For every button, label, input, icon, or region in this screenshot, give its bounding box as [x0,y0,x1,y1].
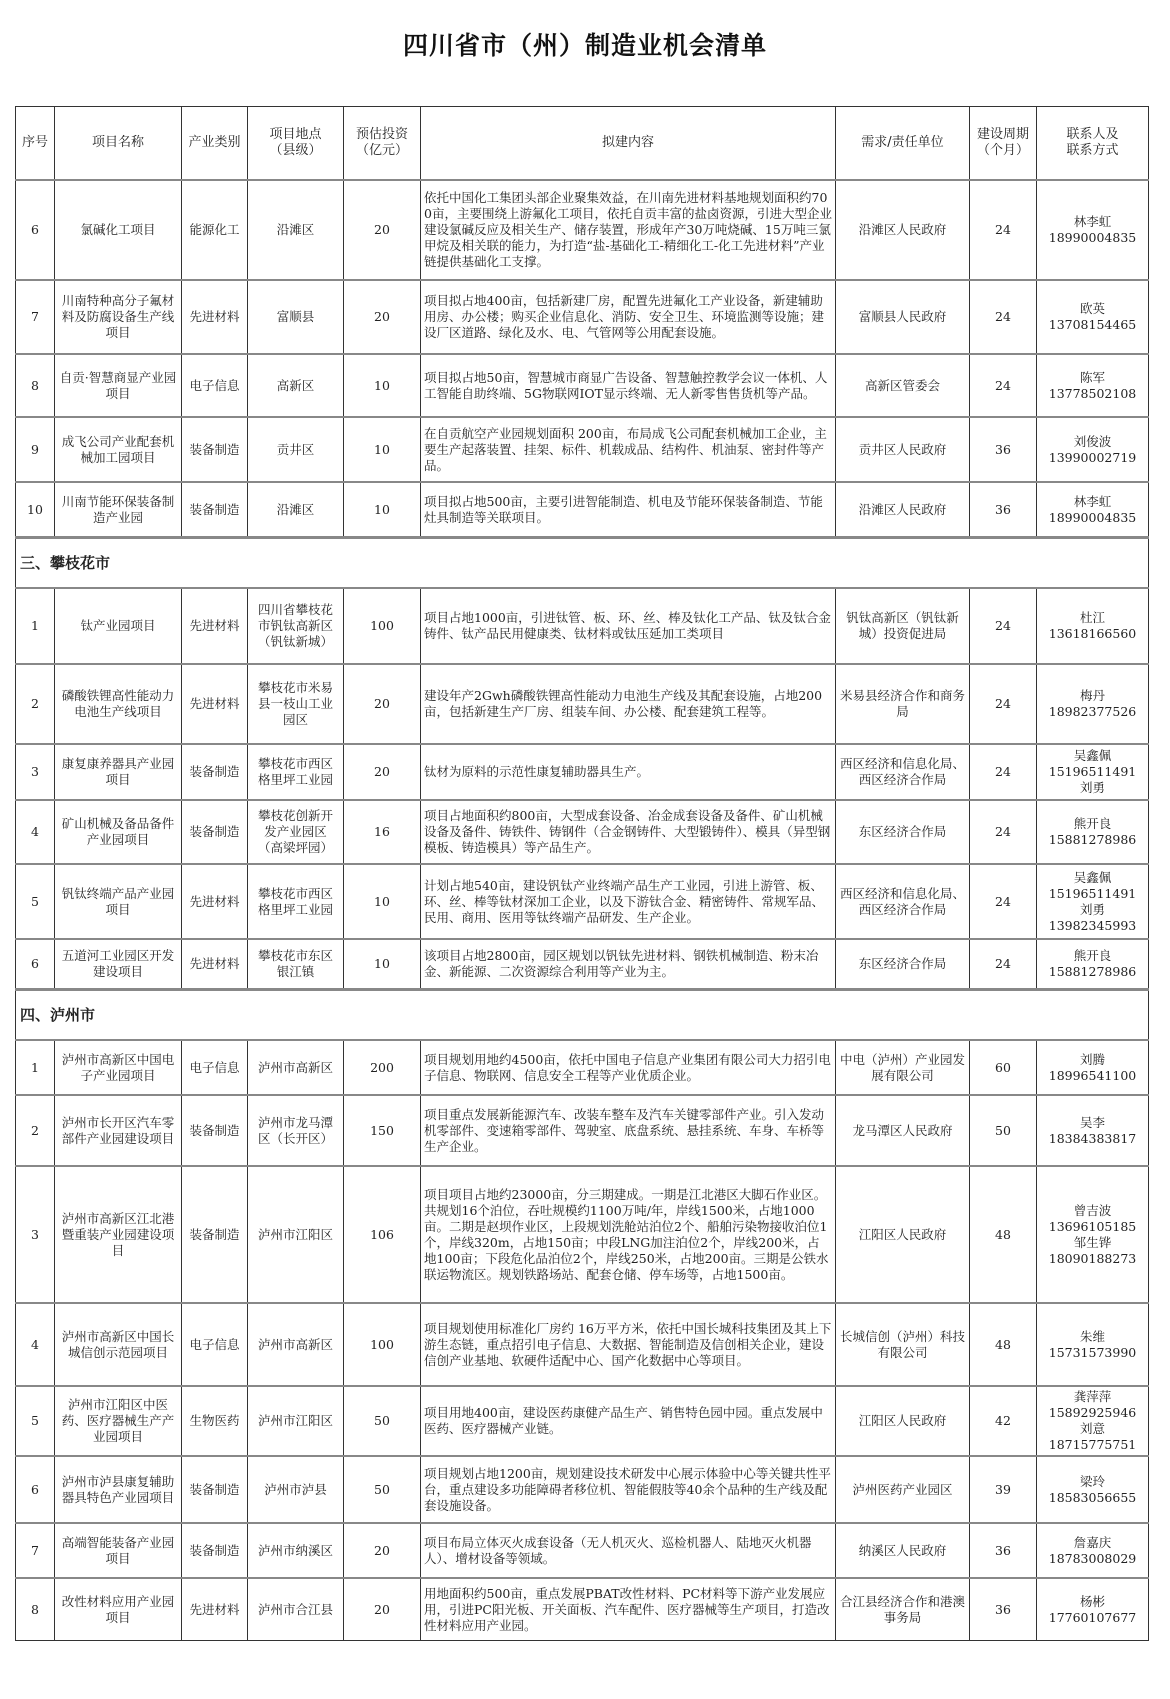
cell-content: 钛材为原料的示范性康复辅助器具生产。 [421,744,836,800]
cell-investment: 10 [344,939,421,990]
cell-category: 装备制造 [182,744,248,800]
cell-investment: 20 [344,744,421,800]
cell-category: 装备制造 [182,482,248,538]
cell-name: 氯碱化工项目 [55,180,182,280]
table-row [16,864,1149,939]
cell-period: 42 [970,1386,1037,1456]
cell-location: 攀枝花市西区格里坪工业园 [248,864,344,939]
table-row [16,1303,1149,1386]
cell-content: 在自贡航空产业园规划面积 200亩，布局成飞公司配套机械加工企业，主要生产起落装置、挂架、标件、机载成品、结构件、机油泵、密封件等产品。 [421,417,836,482]
cell-no: 2 [16,1095,55,1166]
cell-investment: 106 [344,1166,421,1303]
cell-contact: 刘腾 18996541100 [1037,1040,1149,1095]
cell-no: 2 [16,664,55,744]
cell-location: 高新区 [248,354,344,417]
cell-location: 泸州市高新区 [248,1040,344,1095]
cell-name: 泸州市高新区中国电子产业园项目 [55,1040,182,1095]
cell-period: 39 [970,1456,1037,1523]
cell-location: 四川省攀枝花市钒钛高新区（钒钛新城） [248,588,344,664]
cell-no: 6 [16,1456,55,1523]
cell-location: 攀枝花市东区银江镇 [248,939,344,990]
cell-investment: 20 [344,1578,421,1641]
cell-contact: 熊开良 15881278986 [1037,939,1149,990]
cell-contact: 杜江 13618166560 [1037,588,1149,664]
cell-category: 装备制造 [182,800,248,864]
cell-contact: 欧英 13708154465 [1037,280,1149,354]
table-row [16,1040,1149,1095]
cell-category: 装备制造 [182,1166,248,1303]
cell-unit: 沿滩区人民政府 [836,180,970,280]
cell-contact: 吴鑫佩 15196511491 刘勇 13982345993 [1037,864,1149,939]
section-row [16,538,1149,589]
cell-name: 矿山机械及备品备件产业园项目 [55,800,182,864]
table-row [16,1386,1149,1456]
cell-investment: 50 [344,1386,421,1456]
cell-name: 泸州市江阳区中医药、医疗器械生产产业园项目 [55,1386,182,1456]
cell-no: 5 [16,864,55,939]
cell-name: 改性材料应用产业园项目 [55,1578,182,1641]
table-row [16,1095,1149,1166]
cell-name: 钛产业园项目 [55,588,182,664]
section-row [16,990,1149,1041]
cell-category: 生物医药 [182,1386,248,1456]
cell-contact: 刘俊波 13990002719 [1037,417,1149,482]
cell-content: 计划占地540亩，建设钒钛产业终端产品生产工业园，引进上游管、板、环、丝、棒等钛材深加工企业，以及下游钛合金、精密铸件、常规军品、民用、商用、医用等钛终端产品研发、生产企业。 [421,864,836,939]
cell-investment: 20 [344,180,421,280]
cell-content: 依托中国化工集团头部企业聚集效益，在川南先进材料基地规划面积约700亩，主要围绕上游氟化工项目，依托自贡丰富的盐卤资源，引进大型企业建设氯碱反应及相关生产、储存装置，形成年产30万吨烧碱、15万吨三氯甲烷及相关联的能力，为打造“盐-基础化工-精细化工-化工先进材料”产业链提供基础化工支撑。 [421,180,836,280]
page-title: 四川省市（州）制造业机会清单 [402,31,767,60]
cell-location: 泸州市泸县 [248,1456,344,1523]
cell-no: 4 [16,1303,55,1386]
cell-name: 成飞公司产业配套机械加工园项目 [55,417,182,482]
cell-unit: 龙马潭区人民政府 [836,1095,970,1166]
cell-unit: 西区经济和信息化局、西区经济合作局 [836,744,970,800]
table-row [16,744,1149,800]
cell-unit: 高新区管委会 [836,354,970,417]
table-row [16,939,1149,990]
cell-name: 川南特种高分子氟材料及防腐设备生产线项目 [55,280,182,354]
cell-no: 1 [16,1040,55,1095]
cell-unit: 江阳区人民政府 [836,1166,970,1303]
cell-no: 8 [16,1578,55,1641]
table-row [16,354,1149,417]
cell-name: 磷酸铁锂高性能动力电池生产线项目 [55,664,182,744]
cell-category: 先进材料 [182,1578,248,1641]
header-content: 拟建内容 [421,107,836,181]
cell-investment: 10 [344,354,421,417]
cell-contact: 陈军 13778502108 [1037,354,1149,417]
cell-unit: 纳溪区人民政府 [836,1523,970,1578]
cell-no: 4 [16,800,55,864]
cell-name: 康复康养器具产业园项目 [55,744,182,800]
cell-period: 24 [970,588,1037,664]
cell-name: 泸州市泸县康复辅助器具特色产业园项目 [55,1456,182,1523]
cell-content: 项目规划使用标准化厂房约 16万平方米，依托中国长城科技集团及其上下游生态链，重点招引电子信息、大数据、智能制造及信创相关企业，建设信创产业基地、软硬件适配中心、国产化数据中心等项目。 [421,1303,836,1386]
cell-investment: 20 [344,664,421,744]
cell-location: 富顺县 [248,280,344,354]
cell-period: 48 [970,1303,1037,1386]
cell-investment: 100 [344,588,421,664]
cell-content: 项目布局立体灭火成套设备（无人机灭火、巡检机器人、陆地灭火机器人）、增材设备等领域。 [421,1523,836,1578]
cell-name: 五道河工业园区开发建设项目 [55,939,182,990]
table-row [16,800,1149,864]
table-row [16,280,1149,354]
cell-name: 泸州市长开区汽车零部件产业园建设项目 [55,1095,182,1166]
cell-location: 攀枝花创新开发产业园区（高梁坪园） [248,800,344,864]
cell-period: 60 [970,1040,1037,1095]
cell-unit: 东区经济合作局 [836,939,970,990]
cell-content: 该项目占地2800亩，园区规划以钒钛先进材料、钢铁机械制造、粉末冶金、新能源、二次资源综合利用等产业为主。 [421,939,836,990]
cell-category: 装备制造 [182,1095,248,1166]
cell-no: 6 [16,180,55,280]
cell-investment: 10 [344,417,421,482]
cell-unit: 贡井区人民政府 [836,417,970,482]
cell-category: 先进材料 [182,280,248,354]
table-row [16,588,1149,664]
cell-investment: 10 [344,864,421,939]
cell-category: 装备制造 [182,1456,248,1523]
cell-content: 项目用地400亩，建设医药康健产品生产、销售特色园中园。重点发展中医药、医疗器械产业链。 [421,1386,836,1456]
cell-location: 泸州市江阳区 [248,1166,344,1303]
cell-no: 6 [16,939,55,990]
cell-investment: 10 [344,482,421,538]
header-location: 项目地点 （县级） [248,107,344,181]
header-row [16,107,1149,181]
cell-period: 36 [970,1578,1037,1641]
cell-period: 24 [970,864,1037,939]
cell-category: 先进材料 [182,664,248,744]
cell-period: 24 [970,800,1037,864]
cell-content: 用地面积约500亩，重点发展PBAT改性材料、PC材料等下游产业发展应用，引进PC阳光板、开关面板、汽车配件、医疗器械等生产项目，打造改性材料应用产业园。 [421,1578,836,1641]
cell-no: 1 [16,588,55,664]
header-no: 序号 [16,107,55,181]
cell-location: 泸州市高新区 [248,1303,344,1386]
cell-contact: 朱维 15731573990 [1037,1303,1149,1386]
cell-content: 项目拟占地50亩，智慧城市商显广告设备、智慧触控教学会议一体机、人工智能自助终端、5G物联网IOT显示终端、无人新零售售货机等产品。 [421,354,836,417]
cell-investment: 20 [344,1523,421,1578]
table-row [16,1456,1149,1523]
cell-location: 攀枝花市西区格里坪工业园 [248,744,344,800]
table-row [16,1578,1149,1641]
cell-category: 先进材料 [182,939,248,990]
cell-name: 高端智能装备产业园项目 [55,1523,182,1578]
cell-unit: 沿滩区人民政府 [836,482,970,538]
cell-category: 能源化工 [182,180,248,280]
cell-period: 36 [970,1523,1037,1578]
cell-content: 项目拟占地400亩，包括新建厂房，配置先进氟化工产业设备，新建辅助用房、办公楼；购买企业信息化、消防、安全卫生、环境监测等设施；建设厂区道路、绿化及水、电、气管网等公用配套设施。 [421,280,836,354]
cell-investment: 20 [344,280,421,354]
cell-content: 建设年产2Gwh磷酸铁锂高性能动力电池生产线及其配套设施，占地200亩，包括新建生产厂房、组装车间、办公楼、配套建筑工程等。 [421,664,836,744]
cell-category: 电子信息 [182,354,248,417]
cell-location: 泸州市合江县 [248,1578,344,1641]
cell-contact: 曾吉波 13696105185 邹生铧 18090188273 [1037,1166,1149,1303]
header-period: 建设周期 （个月） [970,107,1037,181]
cell-content: 项目规划用地约4500亩，依托中国电子信息产业集团有限公司大力招引电子信息、物联网、信息安全工程等产业优质企业。 [421,1040,836,1095]
cell-unit: 东区经济合作局 [836,800,970,864]
header-name: 项目名称 [55,107,182,181]
cell-unit: 江阳区人民政府 [836,1386,970,1456]
cell-category: 电子信息 [182,1303,248,1386]
cell-investment: 16 [344,800,421,864]
cell-name: 泸州市高新区中国长城信创示范园项目 [55,1303,182,1386]
cell-no: 9 [16,417,55,482]
table-row [16,180,1149,280]
cell-content: 项目项目占地约23000亩，分三期建成。一期是江北港区大脚石作业区。共规划16个泊位，吞吐规模约1100万吨/年，岸线1500米，占地1000亩。二期是赵坝作业区，上段规划洗舱站泊位2个、船舶污染物接收泊位1个，岸线320m，占地150亩；中段LNG加注泊位2个，岸线200米，占地100亩；下段危化品泊位2个，岸线250米，占地200亩。三期是公铁水联运物流区。规划铁路场站、配套仓储、停车场等，占地1500亩。 [421,1166,836,1303]
header-investment: 预估投资 （亿元） [344,107,421,181]
cell-contact: 龚萍萍 15892925946 刘意 18715775751 [1037,1386,1149,1456]
cell-contact: 杨彬 17760107677 [1037,1578,1149,1641]
cell-location: 攀枝花市米易县一枝山工业园区 [248,664,344,744]
table-row [16,417,1149,482]
cell-content: 项目重点发展新能源汽车、改装车整车及汽车关键零部件产业。引入发动机零部件、变速箱零部件、驾驶室、底盘系统、悬挂系统、车身、车桥等生产企业。 [421,1095,836,1166]
cell-contact: 林李虹 18990004835 [1037,180,1149,280]
cell-unit: 中电（泸州）产业园发展有限公司 [836,1040,970,1095]
cell-unit: 钒钛高新区（钒钛新城）投资促进局 [836,588,970,664]
cell-period: 36 [970,482,1037,538]
cell-name: 自贡·智慧商显产业园项目 [55,354,182,417]
section-title: 三、攀枝花市 [16,538,1149,589]
cell-contact: 熊开良 15881278986 [1037,800,1149,864]
cell-location: 泸州市江阳区 [248,1386,344,1456]
cell-period: 24 [970,744,1037,800]
cell-location: 泸州市龙马潭区（长开区） [248,1095,344,1166]
cell-no: 8 [16,354,55,417]
cell-contact: 梅丹 18982377526 [1037,664,1149,744]
cell-unit: 米易县经济合作和商务局 [836,664,970,744]
cell-location: 泸州市纳溪区 [248,1523,344,1578]
table-row [16,1523,1149,1578]
cell-investment: 100 [344,1303,421,1386]
cell-location: 沿滩区 [248,180,344,280]
cell-no: 10 [16,482,55,538]
section-title: 四、泸州市 [16,990,1149,1041]
opportunity-table [15,106,1149,1641]
cell-period: 24 [970,664,1037,744]
cell-contact: 吴李 18384383817 [1037,1095,1149,1166]
header-contact: 联系人及 联系方式 [1037,107,1149,181]
cell-period: 50 [970,1095,1037,1166]
cell-unit: 合江县经济合作和港澳事务局 [836,1578,970,1641]
cell-category: 装备制造 [182,417,248,482]
cell-category: 电子信息 [182,1040,248,1095]
cell-period: 36 [970,417,1037,482]
cell-period: 48 [970,1166,1037,1303]
cell-no: 7 [16,1523,55,1578]
cell-investment: 200 [344,1040,421,1095]
cell-unit: 富顺县人民政府 [836,280,970,354]
table-body [16,180,1149,1641]
table-row [16,482,1149,538]
cell-no: 5 [16,1386,55,1456]
cell-period: 24 [970,354,1037,417]
cell-period: 24 [970,939,1037,990]
cell-location: 贡井区 [248,417,344,482]
cell-category: 装备制造 [182,1523,248,1578]
cell-contact: 梁玲 18583056655 [1037,1456,1149,1523]
cell-category: 先进材料 [182,588,248,664]
cell-unit: 长城信创（泸州）科技有限公司 [836,1303,970,1386]
cell-period: 24 [970,180,1037,280]
cell-no: 7 [16,280,55,354]
cell-investment: 150 [344,1095,421,1166]
header-unit: 需求/责任单位 [836,107,970,181]
cell-name: 钒钛终端产品产业园项目 [55,864,182,939]
cell-contact: 吴鑫佩 15196511491 刘勇 [1037,744,1149,800]
cell-category: 先进材料 [182,864,248,939]
cell-period: 24 [970,280,1037,354]
header-category: 产业类别 [182,107,248,181]
cell-investment: 50 [344,1456,421,1523]
cell-name: 川南节能环保装备制造产业园 [55,482,182,538]
cell-content: 项目拟占地500亩，主要引进智能制造、机电及节能环保装备制造、节能灶具制造等关联项目。 [421,482,836,538]
cell-contact: 林李虹 18990004835 [1037,482,1149,538]
cell-unit: 西区经济和信息化局、西区经济合作局 [836,864,970,939]
cell-location: 沿滩区 [248,482,344,538]
table-row [16,1166,1149,1303]
cell-no: 3 [16,1166,55,1303]
cell-content: 项目占地1000亩，引进钛管、板、环、丝、棒及钛化工产品、钛及钛合金铸件、钛产品民用健康类、钛材料或钛压延加工类项目 [421,588,836,664]
cell-no: 3 [16,744,55,800]
cell-unit: 泸州医药产业园区 [836,1456,970,1523]
cell-content: 项目占地面积约800亩，大型成套设备、冶金成套设备及备件、矿山机械设备及备件、铸铁件、铸钢件（合金钢铸件、大型锻铸件）、模具（异型钢模板、铸造模具）等产品生产。 [421,800,836,864]
cell-contact: 詹嘉庆 18783008029 [1037,1523,1149,1578]
cell-name: 泸州市高新区江北港暨重装产业园建设项目 [55,1166,182,1303]
table-row [16,664,1149,744]
cell-content: 项目规划占地1200亩，规划建设技术研发中心展示体验中心等关键共性平台，重点建设多功能障碍者移位机、智能假肢等40余个品种的生产线及配套设施设备。 [421,1456,836,1523]
